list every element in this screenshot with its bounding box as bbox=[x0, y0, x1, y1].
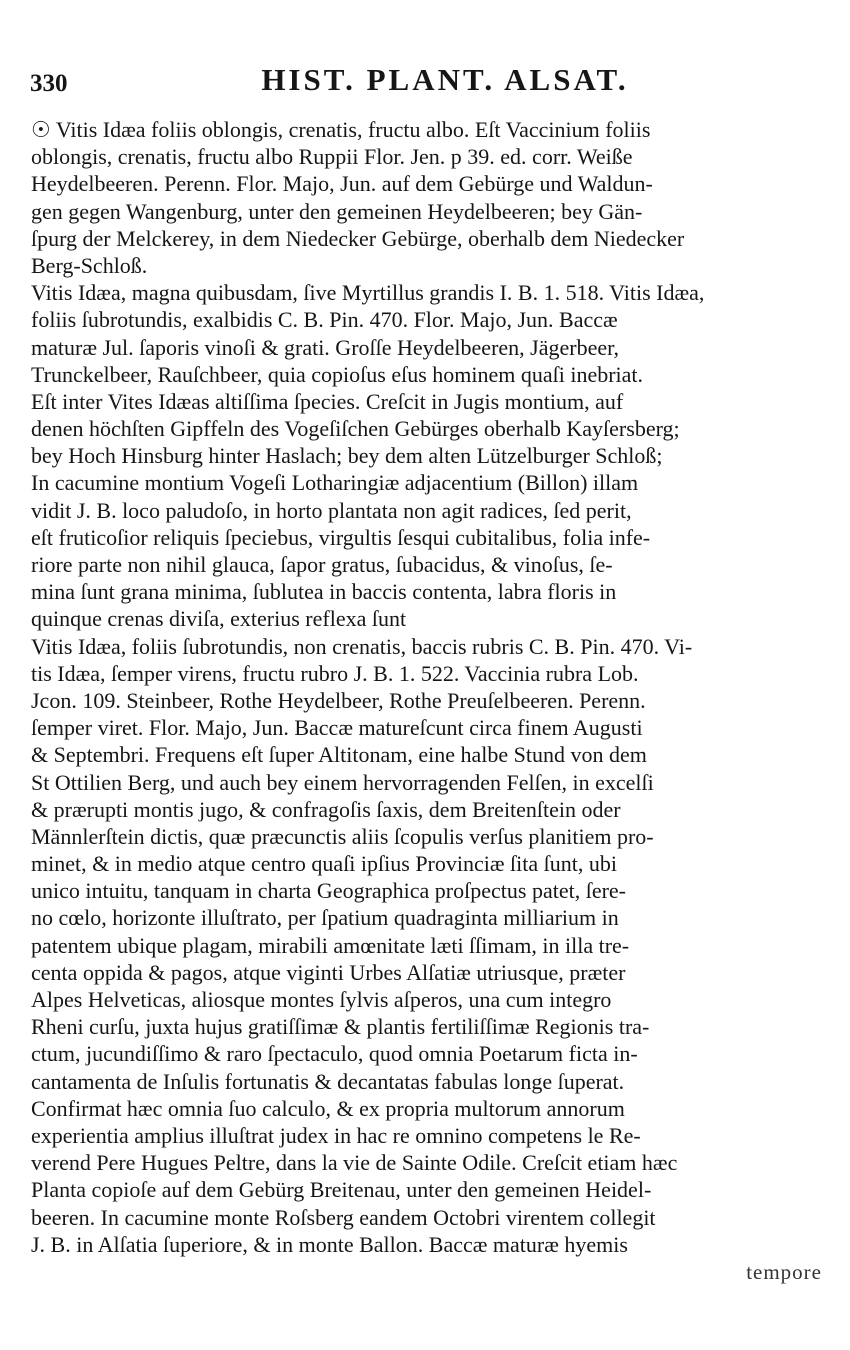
text-line: no cœlo, horizonte illuſtrato, per ſpatium quadraginta milliarium in bbox=[31, 905, 619, 931]
text-line: minet, & in medio atque centro quaſi ipſius Provinciæ ſita ſunt, ubi bbox=[31, 851, 617, 877]
catchword bbox=[31, 1258, 826, 1285]
text-line: unico intuitu, tanquam in charta Geographica proſpectus patet, ſere- bbox=[31, 878, 626, 904]
page-number: 330 bbox=[30, 70, 68, 97]
text-line: riore parte non nihil glauca, ſapor gratus, ſubacidus, & vinoſus, ſe- bbox=[31, 552, 613, 577]
text-line: Eſt inter Vites Idæas altiſſima ſpecies. Creſcit in Jugis montium, auf bbox=[31, 388, 624, 414]
text-line: mina ſunt grana minima, ſublutea in baccis contenta, labra floris in bbox=[31, 579, 617, 605]
text-line: Rheni curſu, juxta hujus gratiſſimæ & plantis fertiliſſimæ Regionis tra- bbox=[31, 1014, 650, 1040]
text-line: ſpurg der Melckerey, in dem Niedecker Gebürge, oberhalb dem Niedecker bbox=[31, 225, 685, 251]
text-line: St Ottilien Berg, und auch bey einem hervorragenden Felſen, in excelſi bbox=[31, 769, 654, 795]
text-line: tis Idæa, ſemper virens, fructu rubro J. B. 1. 522. Vaccinia rubra Lob. bbox=[31, 660, 639, 686]
text-line: foliis ſubrotundis, exalbidis C. B. Pin. 470. Flor. Majo, Jun. Baccæ bbox=[31, 307, 618, 333]
text-line: Alpes Helveticas, aliosque montes ſylvis aſperos, una cum integro bbox=[31, 987, 612, 1012]
text-line: Männlerſtein dictis, quæ præcunctis aliis ſcopulis verſus planitiem pro- bbox=[31, 823, 654, 849]
catchword-text: tempore bbox=[746, 1259, 822, 1284]
text-line: experientia amplius illuſtrat judex in hac re omnino competens le Re- bbox=[31, 1122, 641, 1148]
text-line: cantamenta de Inſulis fortunatis & decantatas fabulas longe ſuperat. bbox=[31, 1068, 625, 1094]
text-line: Jcon. 109. Steinbeer, Rothe Heydelbeer, Rothe Preuſelbeeren. Perenn. bbox=[31, 687, 646, 713]
text-line: verend Pere Hugues Peltre, dans la vie de Sainte Odile. Creſcit etiam hæc bbox=[31, 1150, 678, 1176]
text-line: In cacumine montium Vogeſi Lotharingiæ adjacentium (Billon) illam bbox=[31, 470, 639, 496]
text-line: J. B. in Alſatia ſuperiore, & in monte Ballon. Baccæ maturæ hyemis bbox=[31, 1231, 628, 1257]
text-line: Heydelbeeren. Perenn. Flor. Majo, Jun. auf dem Gebürge und Waldun- bbox=[31, 171, 653, 197]
text-line: Berg-Schloß. bbox=[31, 252, 148, 278]
text-line: beeren. In cacumine monte Roſsberg eandem Octobri virentem collegit bbox=[31, 1204, 656, 1230]
text-line: centa oppida & pagos, atque viginti Urbes Alſatiæ utriusque, præter bbox=[31, 959, 626, 985]
text-line: Planta copioſe auf dem Gebürg Breitenau, unter den gemeinen Heidel- bbox=[31, 1177, 652, 1203]
text-line: patentem ubique plagam, mirabili amœnitate læti ſſimam, in illa tre- bbox=[31, 932, 630, 958]
text-line: Vitis Idæa, magna quibusdam, ſive Myrtillus grandis I. B. 1. 518. Vitis Idæa, bbox=[31, 280, 705, 306]
running-title: HIST. PLANT. ALSAT. bbox=[261, 62, 629, 97]
text-line: maturæ Jul. ſaporis vinoſi & grati. Groſſe Heydelbeeren, Jägerbeer, bbox=[31, 334, 620, 360]
text-line: denen höchſten Gipffeln des Vogeſiſchen Gebürges oberhalb Kayſersberg; bbox=[31, 416, 680, 442]
text-line: gen gegen Wangenburg, unter den gemeinen Heydelbeeren; bey Gän- bbox=[31, 198, 643, 224]
text-line: quinque crenas diviſa, exterius reflexa ſunt bbox=[31, 606, 407, 632]
text-line: Confirmat hæc omnia ſuo calculo, & ex propria multorum annorum bbox=[31, 1095, 625, 1121]
text-line: ſemper viret. Flor. Majo, Jun. Baccæ matureſcunt circa finem Augusti bbox=[31, 715, 643, 741]
text-line: bey Hoch Hinsburg hinter Haslach; bey dem alten Lützelburger Schloß; bbox=[31, 443, 663, 469]
text-line: oblongis, crenatis, fructu albo Ruppii Flor. Jen. p 39. ed. corr. Weiße bbox=[31, 144, 633, 170]
text-line: ctum, jucundiſſimo & raro ſpectaculo, quod omnia Poetarum ficta in- bbox=[31, 1041, 638, 1067]
text-line: Trunckelbeer, Rauſchbeer, quia copioſus eſus hominem quaſi inebriat. bbox=[31, 361, 644, 387]
page-header bbox=[30, 62, 830, 102]
body-text bbox=[31, 116, 826, 1285]
text-line: Vitis Idæa, foliis ſubrotundis, non crenatis, baccis rubris C. B. Pin. 470. Vi- bbox=[31, 633, 693, 659]
text-line: vidit J. B. loco paludoſo, in horto plantata non agit radices, ſed perit, bbox=[31, 497, 632, 523]
text-line: & Septembri. Frequens eſt ſuper Altitonam, eine halbe Stund von dem bbox=[31, 742, 647, 768]
text-line: eſt fruticoſior reliquis ſpeciebus, virgultis ſesqui cubitalibus, folia infe- bbox=[31, 524, 651, 550]
text-line: ☉ Vitis Idæa foliis oblongis, crenatis, fructu albo. Eſt Vaccinium foliis bbox=[31, 117, 651, 142]
text-line: & prærupti montis jugo, & confragoſis ſaxis, dem Breitenſtein oder bbox=[31, 796, 621, 822]
